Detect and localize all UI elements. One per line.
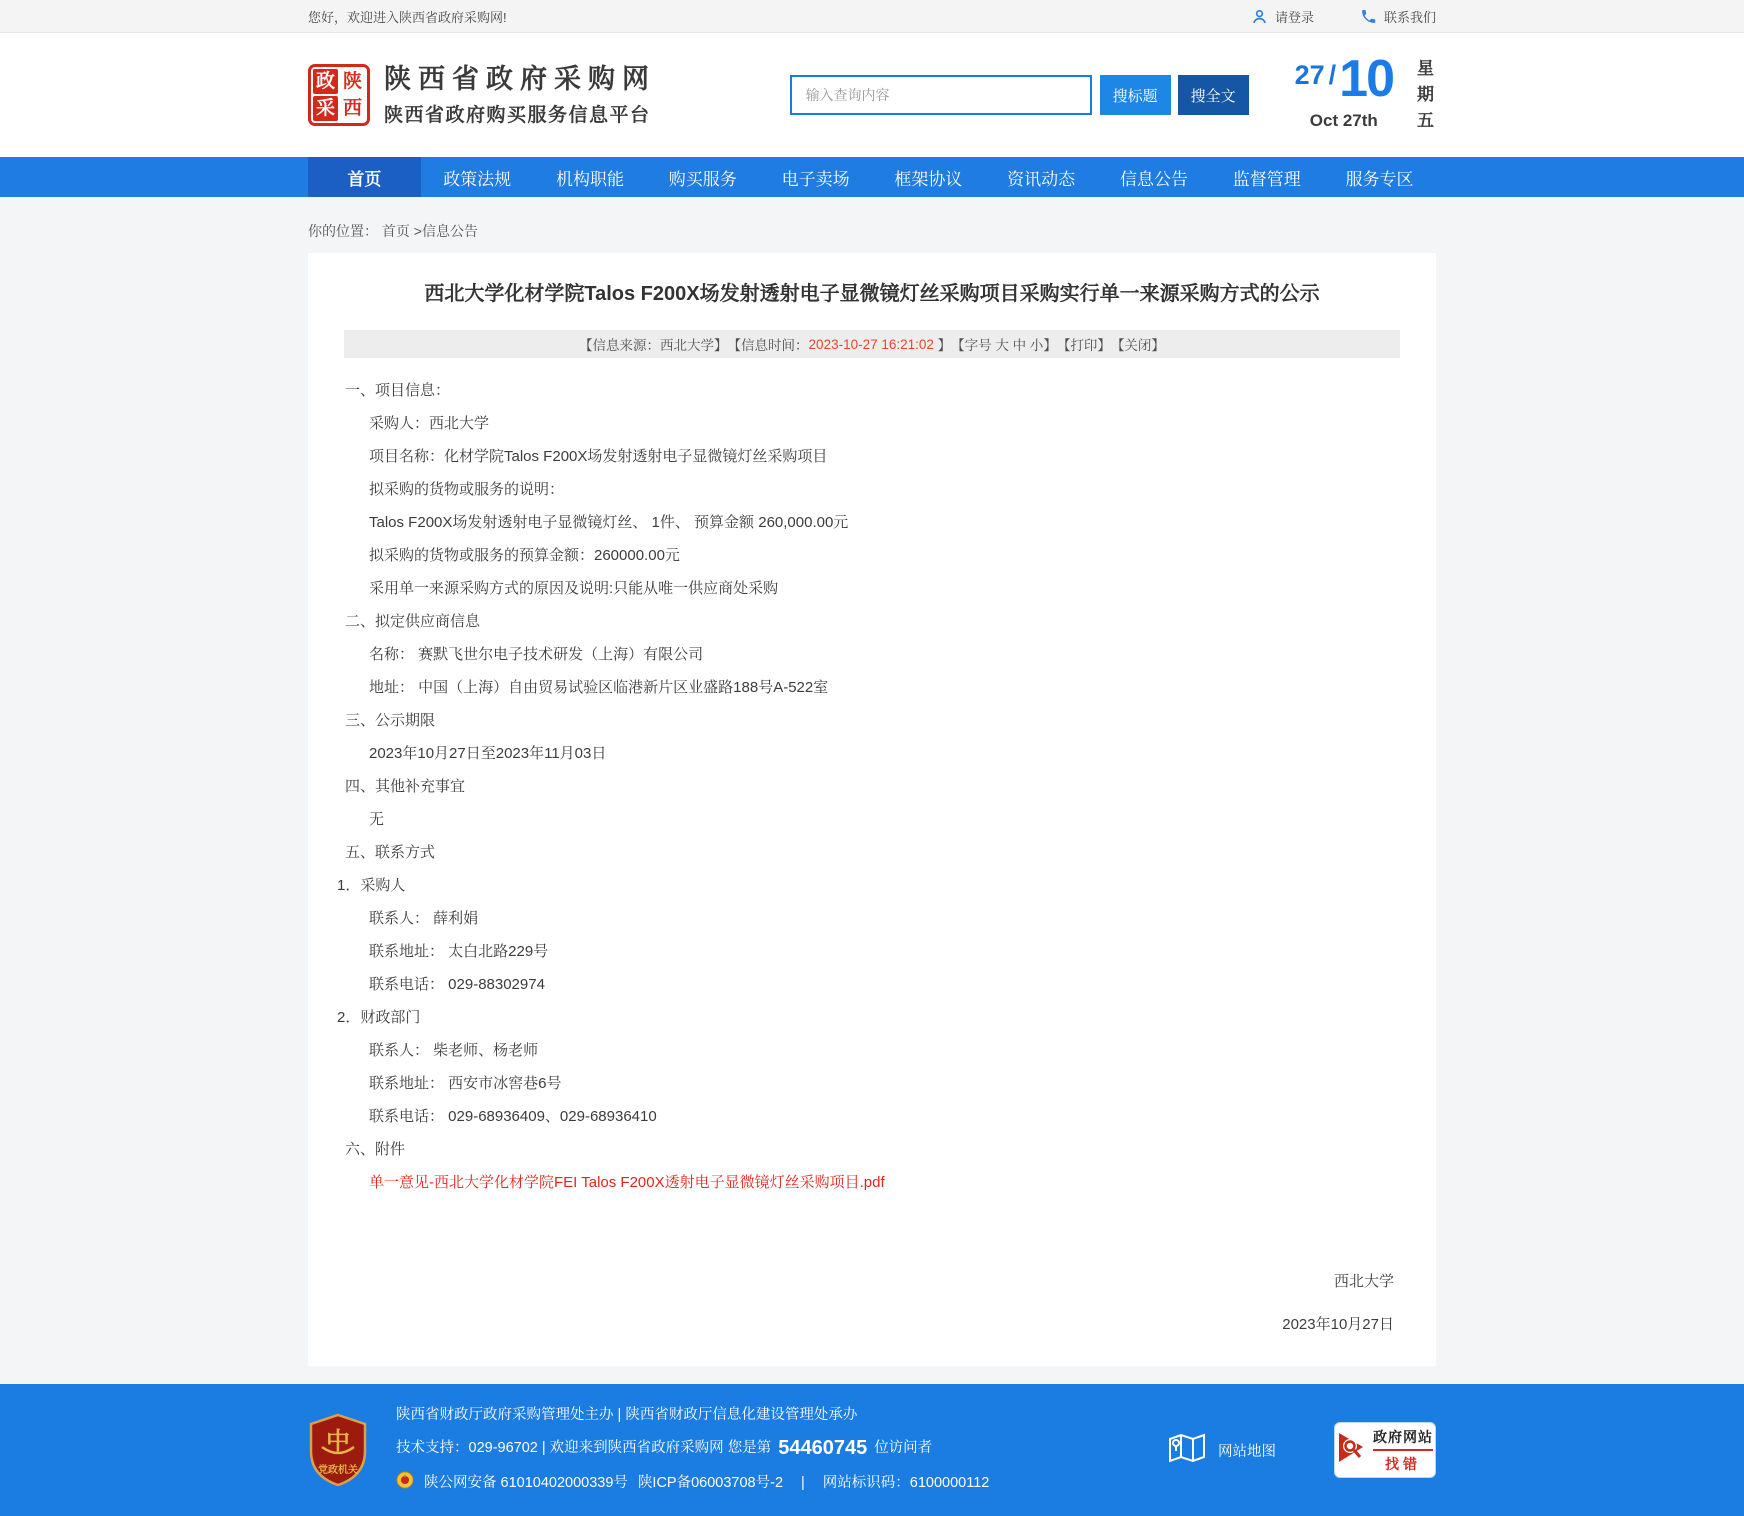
signature-org: 西北大学 — [1333, 1273, 1394, 1290]
article-paragraph-11: 2023年10月27日至2023年11月03日 — [369, 745, 607, 762]
article-paragraph-5: 拟采购的货物或服务的预算金额：260000.00元 — [369, 547, 680, 564]
article-paragraph-13: 无 — [369, 811, 385, 828]
phone-icon — [1360, 8, 1377, 25]
nav-item-0[interactable]: 首页 — [308, 157, 421, 197]
sitemap-link[interactable] — [1168, 1431, 1276, 1469]
close-button[interactable]: 【关闭】 — [1110, 338, 1165, 353]
article-paragraph-0: 一、项目信息： — [345, 382, 451, 399]
meta-time: 2023-10-27 16:21:02 — [808, 336, 934, 352]
site-error-report-badge[interactable] — [1334, 1422, 1436, 1478]
welcome-text: 您好，欢迎进入陕西省政府采购网! — [308, 9, 507, 25]
contact-label: 联系我们 — [1383, 9, 1436, 25]
site-title: 陕西省政府采购网 — [384, 63, 656, 94]
visitor-count: 54460745 — [778, 1437, 868, 1459]
nav-item-1[interactable]: 政策法规 — [443, 169, 512, 189]
article-card — [308, 253, 1436, 1366]
article-paragraph-1: 采购人：西北大学 — [369, 415, 490, 432]
topbar — [0, 0, 1744, 33]
meta-source: 【信息来源：西北大学】 — [579, 338, 728, 353]
breadcrumb-home-link[interactable]: 首页 — [381, 223, 410, 239]
sitemap-label: 网站地图 — [1218, 1443, 1276, 1460]
badge-line1: 政府网站 — [1373, 1427, 1433, 1451]
nav-item-4[interactable]: 电子卖场 — [781, 169, 850, 189]
article-paragraph-22: 联系电话： 029-68936409、029-68936410 — [369, 1108, 657, 1125]
breadcrumb-current-link[interactable]: 信息公告 — [421, 223, 478, 239]
icp-beian-link[interactable]: 陕ICP备06003708号-2 — [637, 1475, 784, 1491]
search-fulltext-button[interactable]: 搜全文 — [1178, 75, 1249, 115]
support-text: 技术支持：029-96702 | 欢迎来到陕西省政府采购网 您是第 — [396, 1440, 772, 1456]
article-paragraph-16: 联系人： 薛利娟 — [369, 910, 479, 927]
article-paragraph-17: 联系地址： 太白北路229号 — [369, 943, 549, 960]
breadcrumb — [0, 197, 1744, 253]
logo-char: 西 — [340, 96, 365, 121]
article-body — [308, 374, 1436, 1199]
badge-line2: 找错 — [1385, 1455, 1421, 1472]
contact-link[interactable] — [1360, 7, 1436, 26]
emblem-symbol: 中 — [326, 1427, 350, 1455]
nav-item-7[interactable]: 信息公告 — [1119, 169, 1188, 189]
footer-line-organizer: 陕西省财政厅政府采购管理处主办 | 陕西省财政厅信息化建设管理处承办 — [396, 1407, 858, 1423]
error-report-icon — [1337, 1431, 1367, 1470]
article-paragraph-23: 六、附件 — [345, 1141, 406, 1158]
date-weekday: 星期五 — [1414, 59, 1433, 137]
login-link[interactable] — [1251, 7, 1314, 26]
date-day: 27 — [1294, 60, 1325, 90]
site-subtitle: 陕西省政府购买服务信息平台 — [384, 105, 651, 127]
article-paragraph-14: 五、联系方式 — [345, 844, 436, 861]
site-footer — [0, 1384, 1744, 1516]
breadcrumb-label: 你的位置： — [308, 223, 378, 239]
nav-item-8[interactable]: 监督管理 — [1232, 169, 1301, 189]
date-month: 10 — [1339, 50, 1393, 108]
user-icon — [1251, 8, 1268, 25]
article-paragraph-7: 二、拟定供应商信息 — [345, 613, 481, 630]
breadcrumb-separator: > — [409, 223, 422, 239]
site-logo[interactable] — [308, 64, 370, 126]
article-paragraph-3: 拟采购的货物或服务的说明： — [369, 481, 565, 498]
article-paragraph-8: 名称： 赛默飞世尔电子技术研发（上海）有限公司 — [369, 646, 704, 663]
article-paragraph-15: 1．采购人 — [337, 877, 406, 894]
beian-separator: | — [801, 1475, 805, 1491]
fontsize-controls[interactable]: 【字号 大 中 小】 — [951, 338, 1057, 353]
article-paragraph-9: 地址： 中国（上海）自由贸易试验区临港新片区业盛路188号A-522室 — [369, 679, 829, 696]
article-paragraph-2: 项目名称：化材学院Talos F200X场发射透射电子显微镜灯丝采购项目 — [369, 448, 828, 465]
site-code: 网站标识码：6100000112 — [822, 1475, 990, 1491]
nav-item-9[interactable]: 服务专区 — [1345, 169, 1414, 189]
signature-date: 2023年10月27日 — [1282, 1316, 1394, 1333]
logo-char: 政 — [313, 69, 338, 94]
footer-line-support — [396, 1438, 989, 1458]
government-emblem — [308, 1413, 368, 1492]
nav-item-3[interactable]: 购买服务 — [668, 169, 737, 189]
nav-item-5[interactable]: 框架协议 — [894, 169, 963, 189]
login-label: 请登录 — [1274, 9, 1314, 25]
article-paragraph-12: 四、其他补充事宜 — [345, 778, 466, 795]
nav-item-6[interactable]: 资讯动态 — [1007, 169, 1076, 189]
site-header — [0, 33, 1744, 157]
article-paragraph-20: 联系人： 柴老师、杨老师 — [369, 1042, 539, 1059]
meta-time-suffix: 】 — [933, 338, 952, 353]
search-title-button[interactable]: 搜标题 — [1100, 75, 1171, 115]
logo-char: 采 — [313, 96, 338, 121]
article-paragraph-4: Talos F200X场发射透射电子显微镜灯丝、 1件、 预算金额 260,000.00元 — [369, 514, 849, 531]
article-paragraph-6: 采用单一来源采购方式的原因及说明:只能从唯一供应商处采购 — [369, 580, 779, 597]
date-english: Oct 27th — [1309, 111, 1378, 130]
article-title: 西北大学化材学院Talos F200X场发射透射电子显微镜灯丝采购项目采购实行单一来源采购方式的公示 — [424, 283, 1320, 305]
police-badge-icon — [396, 1471, 414, 1495]
date-slash: / — [1328, 60, 1337, 90]
attachment-link[interactable]: 单一意见-西北大学化材学院FEI Talos F200X透射电子显微镜灯丝采购项目.pdf — [369, 1174, 885, 1191]
article-paragraph-21: 联系地址： 西安市冰窖巷6号 — [369, 1075, 562, 1092]
article-paragraph-10: 三、公示期限 — [345, 712, 436, 729]
main-nav — [0, 157, 1744, 197]
meta-time-prefix: 【信息时间： — [727, 338, 809, 353]
footer-line-beian — [396, 1471, 989, 1495]
article-paragraph-19: 2．财政部门 — [337, 1009, 421, 1026]
map-icon — [1168, 1431, 1206, 1469]
print-button[interactable]: 【打印】 — [1056, 338, 1111, 353]
police-beian-link[interactable]: 陕公网安备 61010402000339号 — [424, 1475, 628, 1491]
date-widget — [1294, 50, 1436, 137]
search-input[interactable] — [790, 75, 1092, 115]
nav-item-2[interactable]: 机构职能 — [555, 169, 624, 189]
logo-char: 陕 — [340, 69, 365, 94]
emblem-label: 党政机关 — [318, 1464, 358, 1476]
visitor-suffix: 位访问者 — [874, 1440, 933, 1456]
article-meta-bar — [344, 330, 1400, 358]
article-paragraph-18: 联系电话： 029-88302974 — [369, 976, 545, 993]
search-area — [790, 75, 1249, 115]
